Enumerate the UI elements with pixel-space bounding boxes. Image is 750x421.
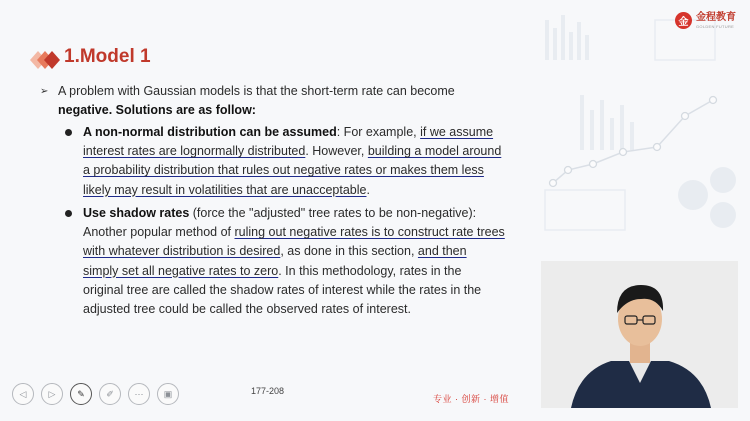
title-diamond-icon <box>22 48 62 72</box>
brand-logo <box>675 12 736 29</box>
logo-name: 金程教育 <box>696 11 736 23</box>
more-icon[interactable]: ⋯ <box>128 383 150 405</box>
presenter-video[interactable] <box>541 261 738 408</box>
screen-icon[interactable]: ▣ <box>157 383 179 405</box>
edit-icon[interactable]: ✐ <box>99 383 121 405</box>
intro-text: A problem with Gaussian models is that the short-term rate can become negative. Solutions are as follow: <box>58 84 455 117</box>
sub-bullet-shadow-rates <box>65 204 505 319</box>
logo-mark-icon: 金 <box>675 12 692 29</box>
logo-tagline: GOLDEN FUTURE <box>696 23 735 29</box>
sub-bullet-text: Use shadow rates (force the "adjusted" tree rates to be non-negative): Another popular method of ruling out negative rates is to construct rate trees with whatever distribution is desired, as done in this section, and then simply set all negative rates to zero. In this methodology, rates in the original tree are called the shadow rates of interest while the rates in the adjusted tree could be called the observed rates of interest. <box>83 206 505 317</box>
bullet-dot-icon <box>65 129 72 136</box>
main-bullet <box>40 82 490 120</box>
prev-icon[interactable]: ◁ <box>12 383 34 405</box>
presenter-image <box>541 261 738 408</box>
pen-icon[interactable]: ✎ <box>70 383 92 405</box>
decorative-chart-background <box>535 0 750 260</box>
page-range: 177-208 <box>251 386 285 396</box>
next-icon[interactable]: ▷ <box>41 383 63 405</box>
sub-bullet-text: A non-normal distribution can be assumed: For example, if we assume interest rates are lognormally distributed. However, building a model around a probability distribution that rules out negative rates or makes them less likely may result in volatilities that are unacceptable. <box>83 125 502 197</box>
slogan-text: 专业 · 创新 · 增值 <box>433 394 509 404</box>
arrow-bullet-icon: ➢ <box>40 86 49 97</box>
player-toolbar <box>12 383 179 405</box>
sub-bullet-non-normal <box>65 123 505 200</box>
bullet-dot-icon <box>65 210 72 217</box>
slide-title: 1.Model 1 <box>64 46 151 67</box>
